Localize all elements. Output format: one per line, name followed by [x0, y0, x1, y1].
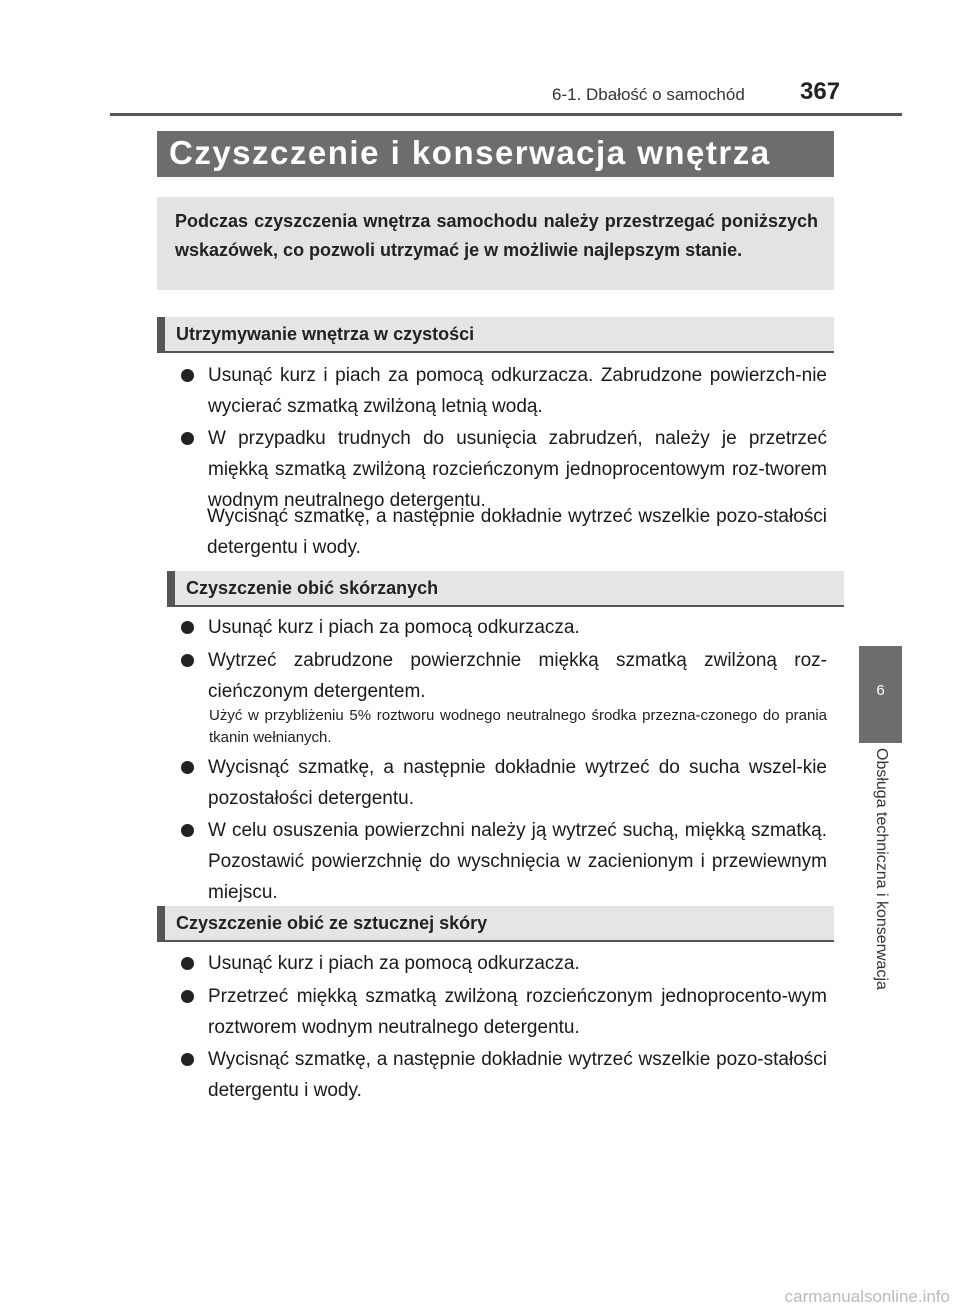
header-divider [110, 113, 902, 116]
header-section-title: 6-1. Dbałość o samochód [552, 85, 745, 104]
section-heading-artificial-leather: Czyszczenie obić ze sztucznej skóry [157, 906, 834, 942]
bullet-icon [181, 990, 194, 1003]
bullet-icon [181, 824, 194, 837]
watermark: carmanualsonline.info [784, 1287, 950, 1306]
section-heading-leather: Czyszczenie obić skórzanych [167, 571, 844, 607]
list-item-text: W przypadku trudnych do usunięcia zabrudzeń, należy je przetrzeć miękką szmatką zwilżoną rozcieńczonym jednoprocentowym roz-tworem wodnym neutralnego detergentu. [208, 428, 827, 511]
list-item [181, 752, 827, 814]
list-item-text: W celu osuszenia powierzchni należy ją wytrzeć suchą, miękką szmatką. Pozostawić powierzchnię do wyschnięcia w zacienionym i przewiewnym miejscu. [208, 820, 827, 903]
list-item [181, 1044, 827, 1106]
list-item [181, 360, 827, 422]
bullet-icon [181, 957, 194, 970]
bullet-icon [181, 1053, 194, 1066]
list-item-text: Wycisnąć szmatkę, a następnie dokładnie wytrzeć wszelkie pozo-stałości detergentu i wody. [208, 1049, 827, 1101]
list-item [181, 815, 827, 908]
list-item-text: Usunąć kurz i piach za pomocą odkurzacza. [208, 953, 580, 974]
list-item-text: Wycisnąć szmatkę, a następnie dokładnie wytrzeć do sucha wszel-kie pozostałości detergentu. [208, 757, 827, 809]
list-item-text: Wytrzeć zabrudzone powierzchnie miękką szmatką zwilżoną roz-cieńczonym detergentem. [208, 650, 827, 702]
list-item [181, 981, 827, 1043]
paragraph: Wycisnąć szmatkę, a następnie dokładnie wytrzeć wszelkie pozo-stałości detergentu i wody. [207, 506, 827, 558]
list-item-text: Usunąć kurz i piach za pomocą odkurzacza. Zabrudzone powierzch-nie wycierać szmatką zwilżoną letnią wodą. [208, 365, 827, 417]
list-item-text: Przetrzeć miękką szmatką zwilżoną rozcieńczonym jednoprocento-wym roztworem wodnym neutralnego detergentu. [208, 986, 827, 1038]
list-item [181, 948, 827, 979]
page-title: Czyszczenie i konserwacja wnętrza [157, 131, 834, 177]
bullet-icon [181, 654, 194, 667]
note-text: Użyć w przybliżeniu 5% roztworu wodnego neutralnego środka przezna-czonego do prania tkanin wełnianych. [209, 707, 827, 746]
bullet-icon [181, 761, 194, 774]
bullet-icon [181, 621, 194, 634]
chapter-label: Obsługa techniczna i konserwacja [873, 748, 890, 990]
page-number: 367 [800, 78, 841, 105]
bullet-icon [181, 369, 194, 382]
intro-box: Podczas czyszczenia wnętrza samochodu należy przestrzegać poniższych wskazówek, co pozwoli utrzymać je w możliwie najlepszym stanie. [157, 197, 834, 290]
bullet-icon [181, 432, 194, 445]
section-heading-interior-cleaning: Utrzymywanie wnętrza w czystości [157, 317, 834, 353]
list-item [181, 645, 827, 707]
list-item [181, 612, 827, 643]
chapter-tab: 6 [859, 646, 902, 743]
list-item-text: Usunąć kurz i piach za pomocą odkurzacza. [208, 617, 580, 638]
